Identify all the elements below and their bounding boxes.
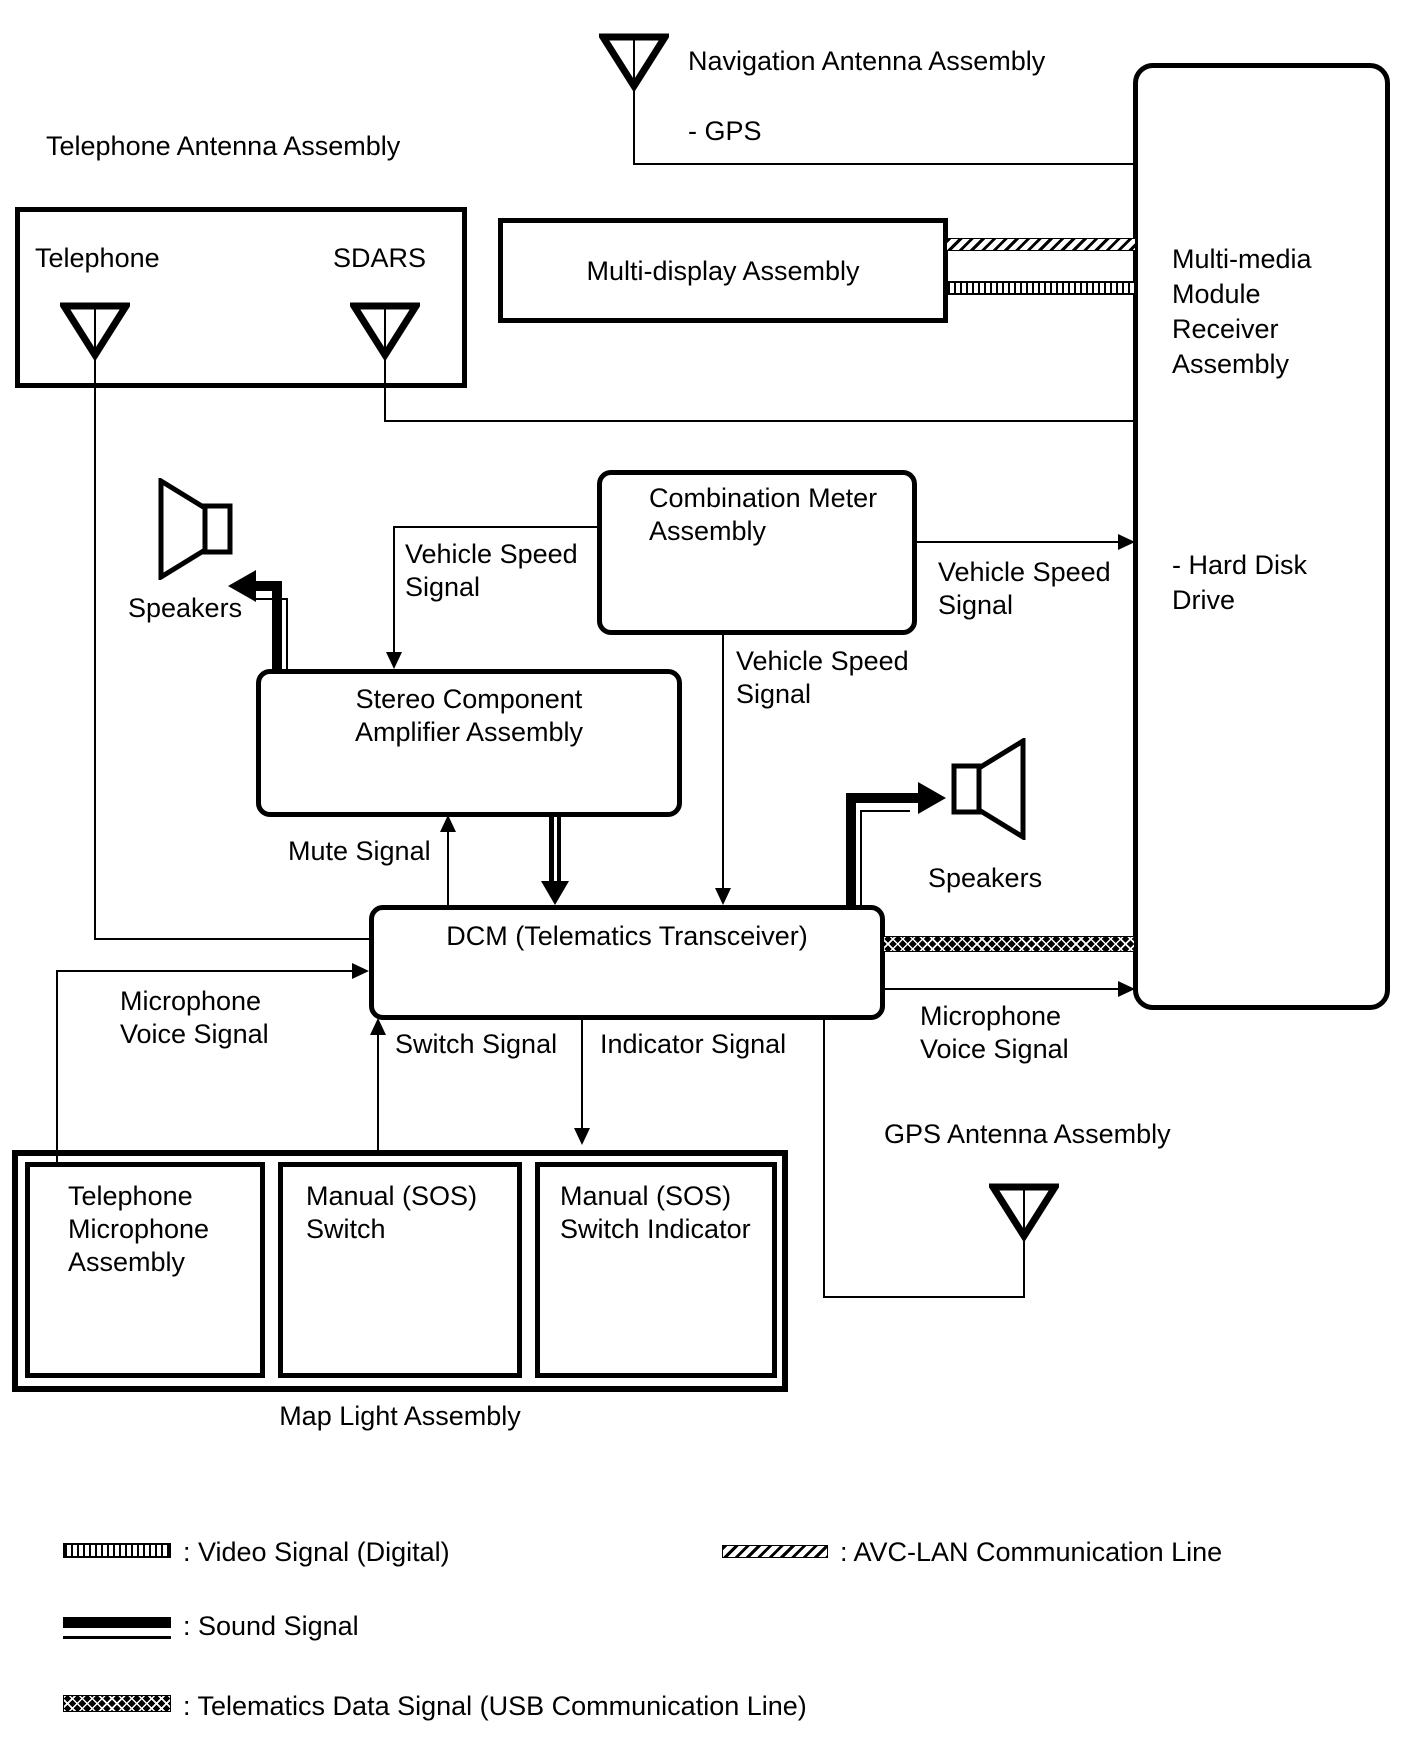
legend-telematics-label: : Telematics Data Signal (USB Communication Line) [183,1691,807,1721]
vehicle-speed-left-vertical [393,526,395,656]
gps-antenna-title: GPS Antenna Assembly [884,1119,1171,1149]
sound-right-arrow [918,782,946,814]
gps-line-left-vertical [823,1020,825,1298]
vehicle-speed-right-horizontal [915,541,1119,543]
legend-sound-sample-bar [63,1617,171,1628]
vehicle-speed-mid-line2: Signal [736,679,812,709]
multimedia-title-line2: Module [1172,279,1261,309]
sos-switch-indicator-label [560,1180,751,1246]
telephone-antenna-label: Telephone [35,243,160,273]
vehicle-speed-mid-line1: Vehicle Speed [736,646,909,676]
vehicle-speed-mid-arrow [715,888,731,905]
dcm-title: DCM (Telematics Transceiver) [446,921,808,951]
navigation-antenna-gps: - GPS [688,116,762,146]
multimedia-title-line3: Receiver [1172,314,1279,344]
stereo-amplifier-title [256,683,682,749]
legend-video-label: : Video Signal (Digital) [183,1537,450,1567]
switch-signal-vertical [377,1035,379,1152]
left-speakers-label: Speakers [128,593,243,623]
navigation-antenna-title: Navigation Antenna Assembly [688,46,1046,76]
sos-switch-indicator-line2: Switch Indicator [560,1214,751,1244]
legend-avc-label: : AVC-LAN Communication Line [840,1537,1223,1567]
right-speaker-icon [950,738,1026,840]
sdars-antenna-icon [350,302,420,360]
sound-down-bar-core [554,817,557,881]
legend-video-sample [63,1543,171,1558]
mic-left-arrow [352,963,369,979]
vehicle-speed-right-label [938,556,1111,622]
telephone-line-vertical [94,330,96,940]
sound-left-vertical [272,581,282,669]
gps-line-right-vertical [1023,1239,1025,1298]
vehicle-speed-left-label [405,538,578,604]
sos-switch-line1: Manual (SOS) [306,1181,478,1211]
vehicle-speed-left-arrow [386,652,402,669]
sound-right-horizontal [846,793,920,803]
avc-lan-line-multidisplay-to-multimedia [946,238,1136,251]
gps-antenna-icon [989,1183,1059,1241]
mic-right-line2: Voice Signal [920,1034,1069,1064]
mic-left-vertical [56,970,58,1162]
mic-left-line1: Microphone [120,986,262,1016]
combination-meter-line1: Combination Meter [649,483,878,513]
telephone-antenna-icon [60,302,130,360]
vehicle-speed-mid-vertical [722,633,724,891]
mic-right-line1: Microphone [920,1001,1062,1031]
indicator-signal-label: Indicator Signal [600,1029,787,1059]
telephone-antenna-assembly-box [15,207,467,388]
legend-sound-sample-thinline [63,1636,171,1639]
nav-antenna-line-horizontal [633,163,1135,165]
switch-signal-label: Switch Signal [395,1029,558,1059]
vehicle-speed-mid-label [736,645,909,711]
vehicle-speed-right-line1: Vehicle Speed [938,557,1111,587]
sound-left-thin-vertical [286,598,288,669]
multimedia-hdd-line1: - Hard Disk [1172,550,1308,580]
sound-right-thin-horizontal [860,810,910,812]
combination-meter-line2: Assembly [649,516,767,546]
mute-signal-vertical [447,832,449,907]
sos-switch-line2: Switch [306,1214,386,1244]
sos-switch-indicator-line1: Manual (SOS) [560,1181,732,1211]
mic-left-line2: Voice Signal [120,1019,269,1049]
vehicle-speed-right-arrow [1118,534,1135,550]
mic-right-arrow [1118,981,1135,997]
multimedia-title-line4: Assembly [1172,349,1290,379]
multimedia-hdd-label [1172,548,1307,618]
navigation-antenna-icon [599,33,669,91]
telephone-microphone-line1: Telephone [68,1181,193,1211]
legend-telematics-sample [63,1695,171,1712]
stereo-amplifier-line2: Amplifier Assembly [354,717,584,747]
mic-right-label [920,1000,1069,1066]
vehicle-speed-left-horizontal [393,526,599,528]
sound-right-vertical [846,793,856,905]
sdars-antenna-label: SDARS [333,243,427,273]
legend-sound-label: : Sound Signal [183,1611,359,1641]
telephone-microphone-line2: Microphone [68,1214,210,1244]
vehicle-speed-right-line2: Signal [938,590,1014,620]
indicator-signal-arrow [574,1128,590,1145]
multi-display-title: Multi-display Assembly [586,256,860,286]
telematics-usb-line-dcm-to-multimedia [883,936,1135,952]
sdars-line-horizontal [384,420,1135,422]
sos-switch-label [306,1180,477,1246]
sound-left-thin-horizontal [254,598,288,600]
video-signal-line-multidisplay-to-multimedia [946,281,1136,295]
telephone-microphone-label [68,1180,209,1279]
gps-line-horizontal [823,1296,1025,1298]
combination-meter-title [597,482,917,548]
map-light-assembly-label: Map Light Assembly [279,1401,521,1431]
switch-signal-arrow [370,1018,386,1035]
sound-right-thin-vertical [860,810,862,905]
vehicle-speed-left-line2: Signal [405,572,481,602]
sound-down-arrow [541,881,569,905]
mute-signal-arrow [440,815,456,832]
multimedia-module-receiver-box [1133,63,1390,1010]
telephone-antenna-assembly-title: Telephone Antenna Assembly [46,131,401,161]
multimedia-hdd-line2: Drive [1172,585,1236,615]
mute-signal-label: Mute Signal [288,836,431,866]
multimedia-title [1172,242,1312,382]
vehicle-speed-left-line1: Vehicle Speed [405,539,578,569]
telephone-microphone-line3: Assembly [68,1247,186,1277]
legend-avc-sample [722,1545,828,1558]
mic-left-label [120,985,269,1051]
nav-antenna-line-vertical [633,88,635,165]
telephone-line-horizontal [94,938,372,940]
left-speaker-icon [158,478,234,580]
mic-left-horizontal [56,970,354,972]
indicator-signal-vertical [581,1020,583,1130]
multimedia-title-line1: Multi-media [1172,244,1312,274]
mic-right-horizontal [883,988,1119,990]
stereo-amplifier-line1: Stereo Component [355,684,583,714]
right-speakers-label: Speakers [928,863,1043,893]
